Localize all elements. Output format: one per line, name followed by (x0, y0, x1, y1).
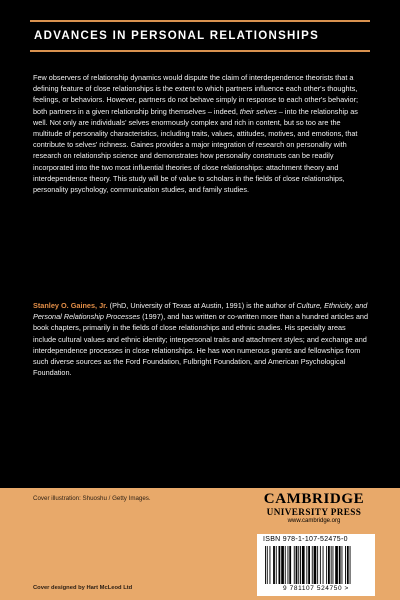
footer-band (0, 488, 400, 600)
isbn-label: ISBN 978-1-107-52475-0 (263, 536, 348, 543)
publisher-press: UNIVERSITY PRESS (266, 507, 362, 517)
publisher-logo (256, 492, 372, 526)
barcode-panel (257, 534, 375, 596)
description-italic: their selves (239, 106, 277, 116)
bio-text-2: (1997), and has written or co-written more than a hundred articles and book chapters, primarily in the fields of close relationships and ethnic studies. His specialty areas include cultural values and ethnic identity; interpersonal traits and attachment styles; and exchange and interdependence processes in close relationships. He has won numerous grants and fellowships from such diverse sources as the Ford Foundation, Fulbright Foundation, and American Psychological Foundation. (33, 312, 369, 378)
description-text-1: Few observers of relationship dynamics would dispute the claim of interdependence theorists that a defining feature of close relationships is the extent to which partners influence each other's thoughts, feelings, or behaviors. However, partners do not behave simply in response to each other's behavior; both partners in a given relationship bring themselves – indeed, (33, 73, 359, 116)
publisher-url: www.cambridge.org (287, 518, 341, 524)
publisher-name: CAMBRIDGE (263, 491, 365, 507)
book-description (33, 72, 369, 195)
barcode-icon (263, 546, 369, 584)
description-text-2: – into the relationship as well. Not only are individuals' selves enormously complex and rich in content, but so too are the multitude of personality characteristics, including traits, values, attitudes, motives, and emotions, that contribute to selves' richness. Gaines provides a major integration of research on personality with research on relationship science and demonstrates how personality constructs can be readily incorporated into the two most influential theories of close relationships: attachment theory and interdependence theory. This study will be of value to scholars in the fields of close relationships, personality psychology, communication studies, and family studies. (33, 106, 358, 195)
series-banner (30, 20, 370, 52)
previous-book-title: Culture, Ethnicity, and Personal Relationship Processes (33, 301, 368, 322)
series-title: ADVANCES IN PERSONAL RELATIONSHIPS (34, 30, 320, 42)
author-bio (33, 300, 369, 378)
design-credit: Cover designed by Hart McLeod Ltd (33, 585, 133, 591)
author-name: Stanley O. Gaines, Jr. (33, 301, 108, 310)
illustration-credit: Cover illustration: Shuoshu / Getty Images. (33, 495, 151, 502)
barcode-digits: 9 781107 524750 > (283, 585, 349, 592)
bio-text-1: (PhD, University of Texas at Austin, 1991) is the author of (107, 301, 297, 310)
